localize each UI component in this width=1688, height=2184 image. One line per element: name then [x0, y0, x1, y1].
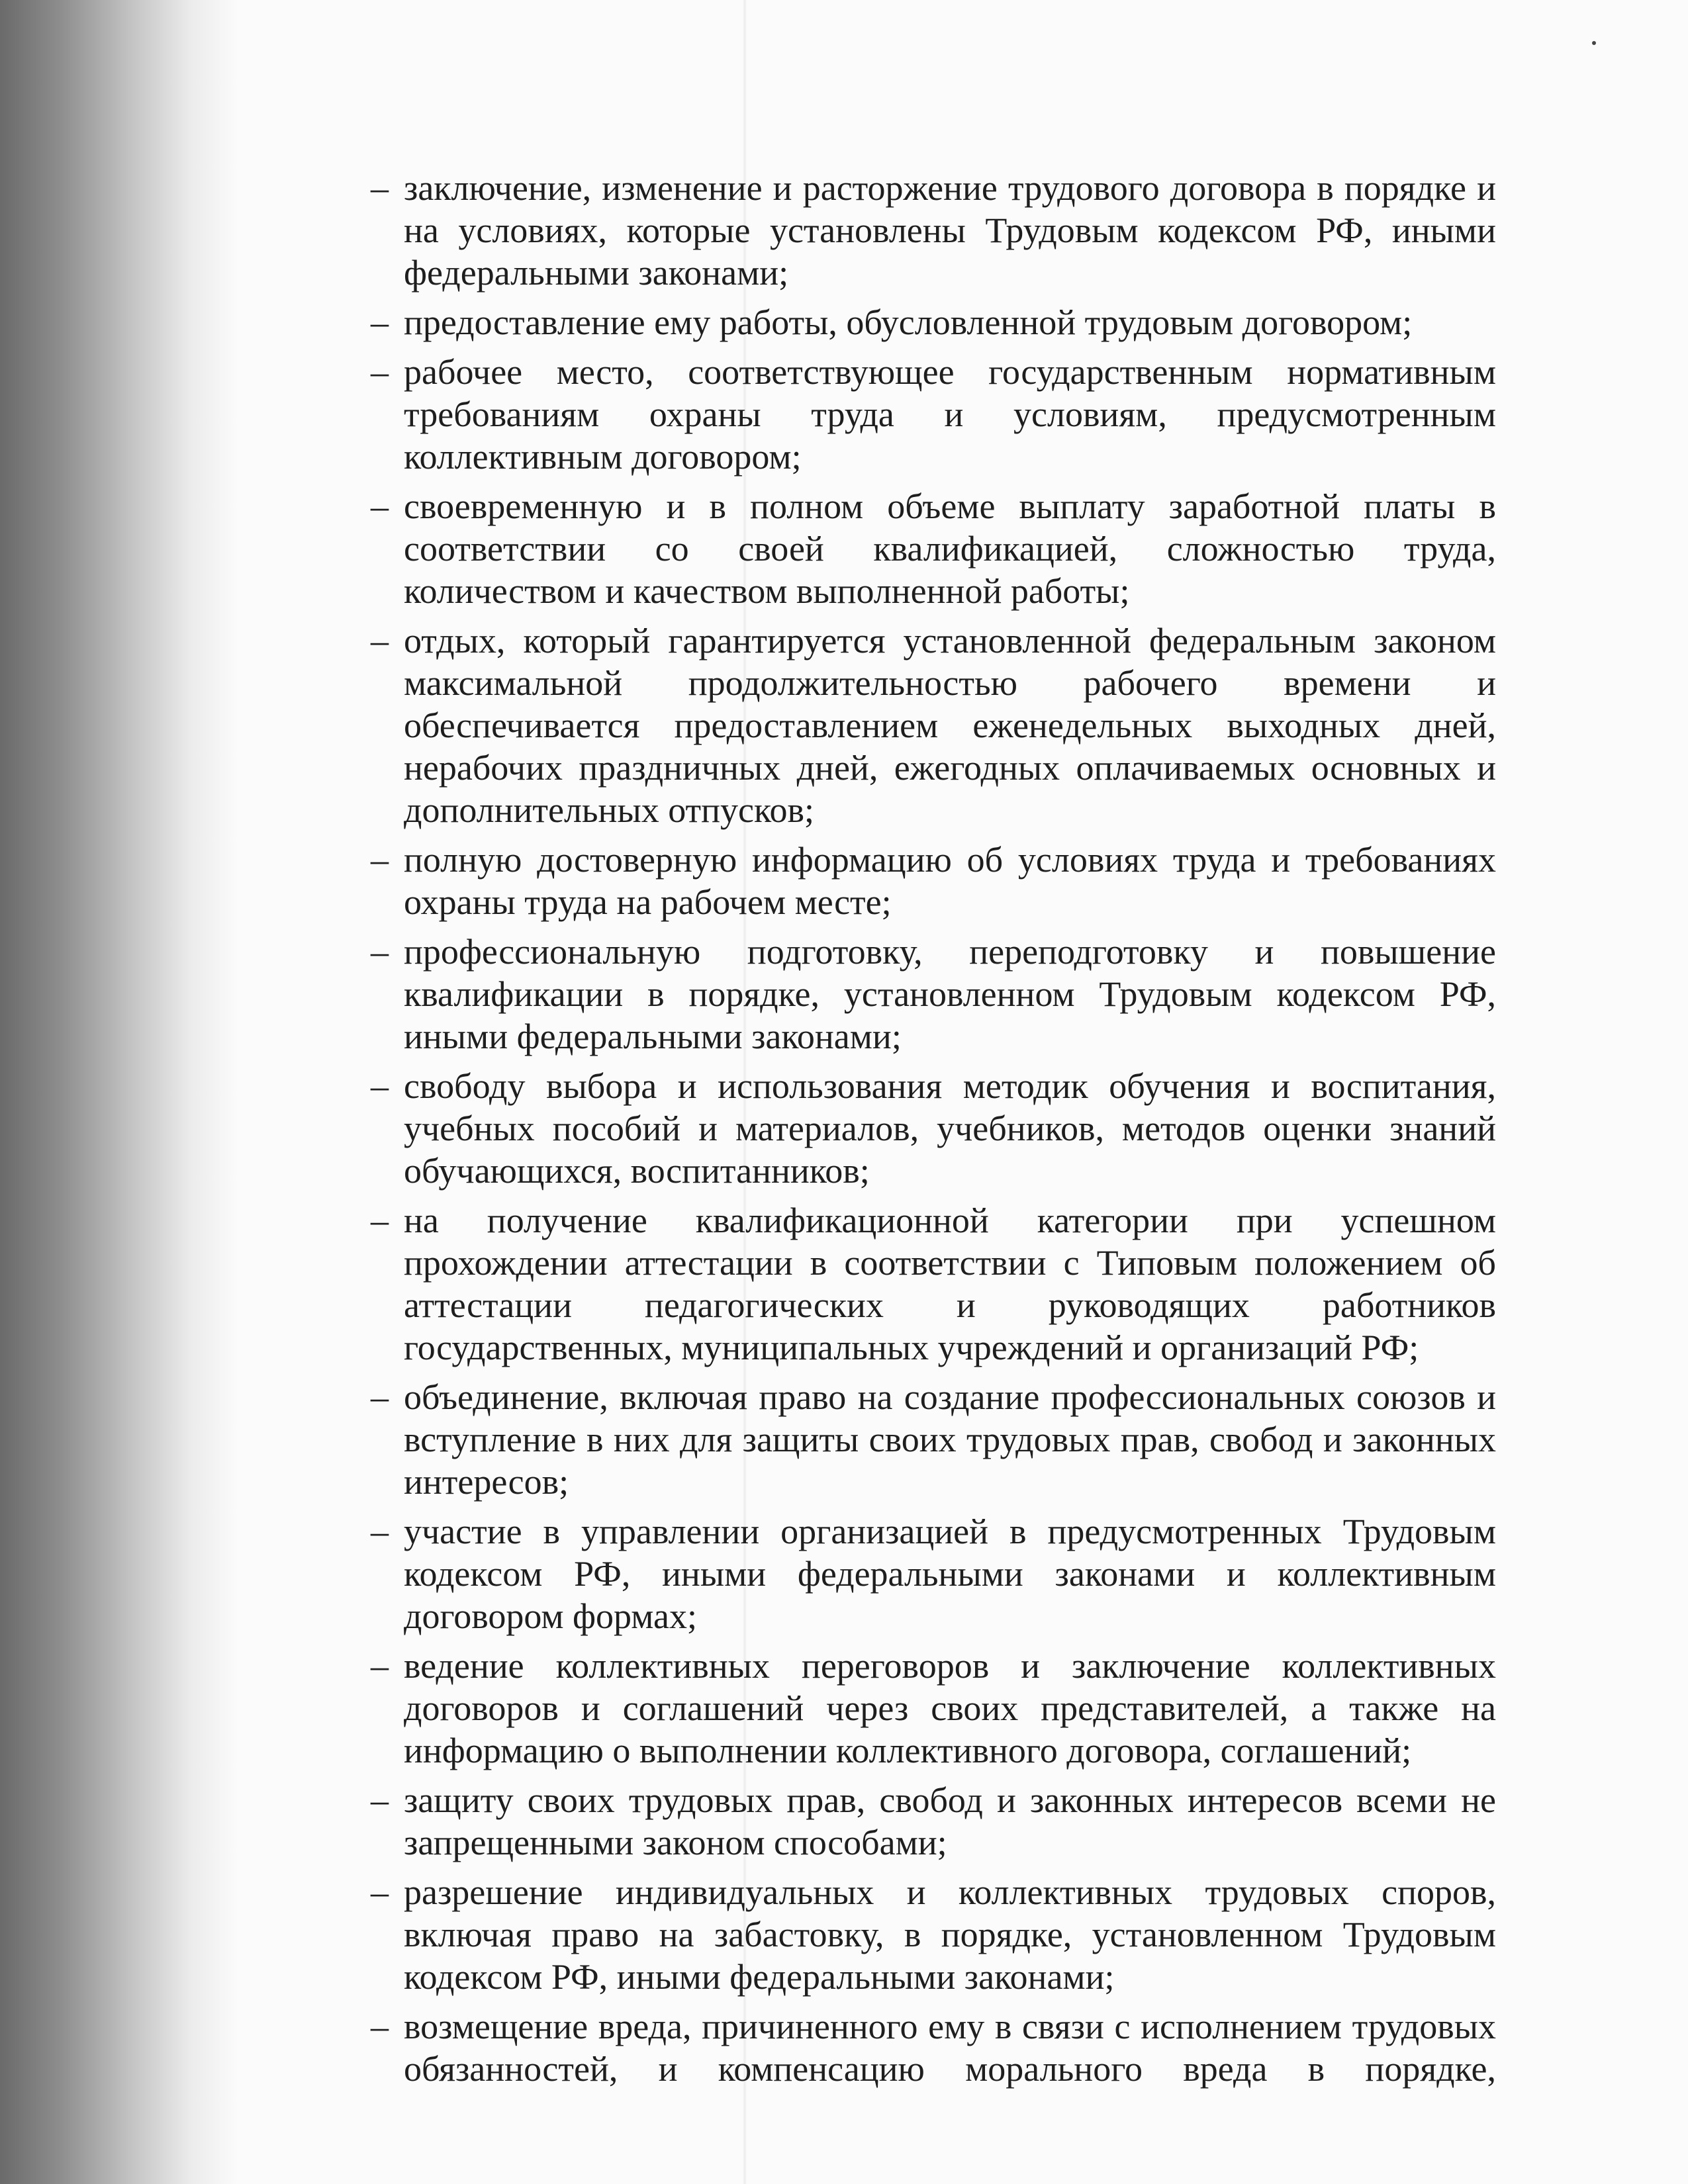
bullet-dash: – — [371, 486, 389, 526]
list-item — [371, 839, 1496, 923]
text-line: разрешение индивидуальных и коллективных трудовых споров, — [404, 1872, 1496, 1912]
bullet-dash: – — [371, 1646, 389, 1686]
list-item — [371, 1376, 1496, 1503]
text-line: охраны труда на рабочем месте; — [404, 882, 892, 922]
list-item — [371, 485, 1496, 612]
text-line: информацию о выполнении коллективного договора, соглашений; — [404, 1731, 1412, 1770]
text-line: государственных, муниципальных учреждений и организаций РФ; — [404, 1328, 1419, 1367]
list-item — [371, 1065, 1496, 1192]
text-line: на условиях, которые установлены Трудовым кодексом РФ, иными — [404, 210, 1496, 250]
list-item — [371, 619, 1496, 831]
text-line: федеральными законами; — [404, 253, 789, 293]
list-item — [371, 1199, 1496, 1369]
text-line: запрещенными законом способами; — [404, 1823, 947, 1862]
bullet-dash: – — [371, 1201, 389, 1240]
text-line: учебных пособий и материалов, учебников, методов оценки знаний — [404, 1109, 1496, 1148]
bullet-dash: – — [371, 1872, 389, 1912]
text-line: прохождении аттестации в соответствии с Типовым положением об — [404, 1243, 1496, 1283]
text-line: ведение коллективных переговоров и заключение коллективных — [404, 1646, 1496, 1686]
list-item — [371, 1510, 1496, 1637]
list-item — [371, 1645, 1496, 1772]
text-line: включая право на забастовку, в порядке, установленном Трудовым — [404, 1915, 1496, 1954]
text-line: договором формах; — [404, 1596, 697, 1636]
list-item — [371, 167, 1496, 294]
text-line: квалификации в порядке, установленном Трудовым кодексом РФ, — [404, 974, 1496, 1014]
bullet-dash: – — [371, 1512, 389, 1551]
text-line: предоставление ему работы, обусловленной трудовым договором; — [404, 302, 1413, 342]
list-item — [371, 301, 1496, 343]
text-line: обязанностей, и компенсацию морального вреда в порядке, — [404, 2049, 1496, 2089]
text-line: свободу выбора и использования методик обучения и воспитания, — [404, 1066, 1496, 1106]
list-item — [371, 351, 1496, 478]
list-item — [371, 931, 1496, 1058]
text-line: коллективным договором; — [404, 437, 802, 477]
text-line: максимальной продолжительностью рабочего времени и — [404, 663, 1496, 703]
bullet-dash: – — [371, 352, 389, 392]
text-line: кодексом РФ, иными федеральными законами и коллективным — [404, 1554, 1496, 1594]
bullet-dash: – — [371, 1377, 389, 1417]
text-line: нерабочих праздничных дней, ежегодных оплачиваемых основных и — [404, 748, 1496, 788]
text-line: профессиональную подготовку, переподготовку и повышение — [404, 932, 1496, 972]
text-line: заключение, изменение и расторжение трудового договора в порядке и — [404, 168, 1496, 208]
scan-edge-shadow — [0, 0, 238, 2184]
list-item — [371, 1779, 1496, 1864]
text-line: возмещение вреда, причиненного ему в связи с исполнением трудовых — [404, 2007, 1496, 2046]
text-line: договоров и соглашений через своих представителей, а также на — [404, 1688, 1496, 1728]
text-line: своевременную и в полном объеме выплату заработной платы в — [404, 486, 1496, 526]
bullet-dash: – — [371, 932, 389, 972]
list-item — [371, 1871, 1496, 1998]
text-line: количеством и качеством выполненной работы; — [404, 571, 1130, 611]
text-line: кодексом РФ, иными федеральными законами; — [404, 1957, 1115, 1997]
text-line: аттестации педагогических и руководящих работников — [404, 1285, 1496, 1325]
text-line: требованиям охраны труда и условиям, предусмотренным — [404, 394, 1496, 434]
text-line: защиту своих трудовых прав, свобод и законных интересов всеми не — [404, 1780, 1496, 1820]
text-line: дополнительных отпусков; — [404, 790, 814, 830]
text-line: на получение квалификационной категории при успешном — [404, 1201, 1496, 1240]
text-line: иными федеральными законами; — [404, 1017, 902, 1056]
text-line: объединение, включая право на создание профессиональных союзов и — [404, 1377, 1496, 1417]
scan-speck — [1592, 41, 1596, 45]
bullet-dash: – — [371, 1780, 389, 1820]
bullet-dash: – — [371, 302, 389, 342]
text-line: рабочее место, соответствующее государственным нормативным — [404, 352, 1496, 392]
rights-list — [371, 167, 1496, 2097]
bullet-dash: – — [371, 1066, 389, 1106]
text-line: полную достоверную информацию об условиях труда и требованиях — [404, 840, 1496, 880]
bullet-dash: – — [371, 840, 389, 880]
list-item — [371, 2005, 1496, 2090]
text-line: отдых, который гарантируется установленной федеральным законом — [404, 621, 1496, 660]
text-line: соответствии со своей квалификацией, сложностью труда, — [404, 529, 1496, 569]
bullet-dash: – — [371, 2007, 389, 2046]
bullet-dash: – — [371, 621, 389, 660]
text-line: обеспечивается предоставлением еженедельных выходных дней, — [404, 705, 1496, 745]
text-line: интересов; — [404, 1462, 569, 1502]
bullet-dash: – — [371, 168, 389, 208]
text-line: вступление в них для защиты своих трудовых прав, свобод и законных — [404, 1420, 1496, 1459]
text-line: обучающихся, воспитанников; — [404, 1151, 870, 1191]
text-line: участие в управлении организацией в предусмотренных Трудовым — [404, 1512, 1496, 1551]
